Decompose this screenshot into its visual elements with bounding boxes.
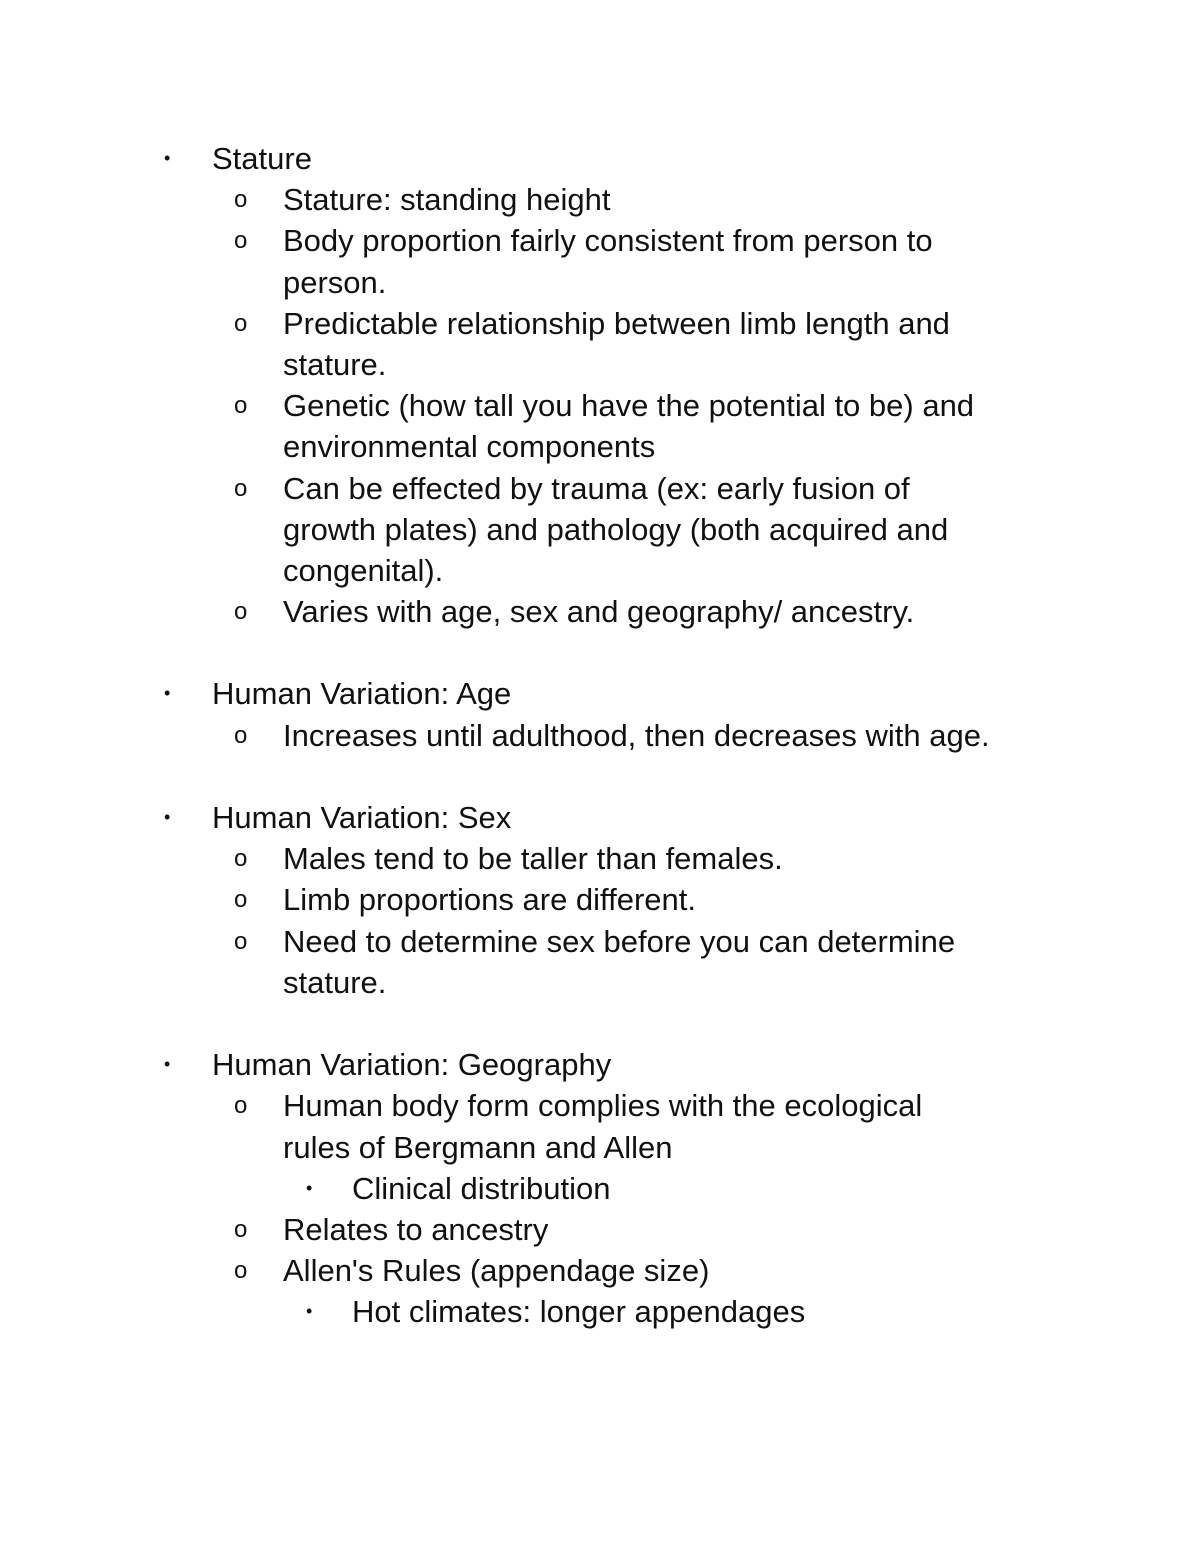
list-item-text: rules of Bergmann and Allen <box>283 1129 673 1165</box>
circle-bullet-icon: o <box>234 1215 248 1243</box>
circle-bullet-icon: o <box>234 309 248 337</box>
list-item-text: Body proportion fairly consistent from person to <box>283 223 933 259</box>
list-item-text: Human Variation: Age <box>212 676 512 712</box>
list-item-level-3 <box>0 1291 1200 1332</box>
list-item-text: Limb proportions are different. <box>283 882 696 918</box>
list-item-text: Hot climates: longer appendages <box>352 1294 806 1330</box>
list-item-text: Stature <box>212 141 312 176</box>
circle-bullet-icon: o <box>234 886 248 914</box>
circle-bullet-icon: o <box>234 1092 248 1120</box>
dot-bullet-icon: • <box>164 807 171 827</box>
list-item-text: Varies with age, sex and geography/ ancestry. <box>283 594 915 630</box>
list-item-text: stature. <box>283 346 387 382</box>
list-item-level-2 <box>0 879 1200 920</box>
list-item-text: Human body form complies with the ecological <box>283 1088 923 1124</box>
list-item-text: Need to determine sex before you can determine <box>283 923 956 959</box>
circle-bullet-icon: o <box>234 721 248 749</box>
list-item-level-2 <box>0 426 1200 467</box>
list-item-text: Predictable relationship between limb length and <box>283 305 950 341</box>
list-item-level-2 <box>0 550 1200 591</box>
circle-bullet-icon: o <box>234 227 248 255</box>
dot-bullet-icon: • <box>164 148 171 168</box>
list-item-text: Clinical distribution <box>352 1170 611 1206</box>
list-item-level-2 <box>0 509 1200 550</box>
list-item-level-2 <box>0 179 1200 220</box>
list-item-level-1 <box>0 1044 1200 1085</box>
list-item-level-2 <box>0 591 1200 632</box>
list-item-level-2 <box>0 921 1200 962</box>
circle-bullet-icon: o <box>234 392 248 420</box>
list-item-level-2 <box>0 962 1200 1003</box>
dot-bullet-icon: • <box>164 683 171 704</box>
list-item-level-2 <box>0 220 1200 261</box>
circle-bullet-icon: o <box>234 1257 248 1285</box>
list-item-level-3 <box>0 1168 1200 1209</box>
list-item-text: Males tend to be taller than females. <box>283 841 783 877</box>
blank-line <box>0 756 1200 797</box>
list-item-text: Can be effected by trauma (ex: early fusion of <box>283 470 910 506</box>
list-item-level-2 <box>0 344 1200 385</box>
blank-line <box>0 632 1200 673</box>
list-item-text: Allen's Rules (appendage size) <box>283 1253 710 1289</box>
list-item-text: growth plates) and pathology (both acquired and <box>283 511 949 547</box>
list-item-level-1 <box>0 673 1200 714</box>
list-item-text: Stature: standing height <box>283 182 611 218</box>
list-item-level-2 <box>0 838 1200 879</box>
list-item-level-2 <box>0 1127 1200 1168</box>
list-item-text: Human Variation: Sex <box>212 800 512 835</box>
list-item-level-2 <box>0 385 1200 426</box>
dot-bullet-icon: • <box>306 1301 313 1322</box>
blank-line <box>0 1003 1200 1044</box>
list-item-text: person. <box>283 264 387 300</box>
list-item-level-2 <box>0 1209 1200 1250</box>
document-body <box>0 138 1200 1332</box>
circle-bullet-icon: o <box>234 186 248 214</box>
list-item-text: Human Variation: Geography <box>212 1047 612 1083</box>
dot-bullet-icon: • <box>306 1177 313 1198</box>
list-item-level-2 <box>0 468 1200 509</box>
list-item-level-1 <box>0 138 1200 179</box>
list-item-level-2 <box>0 1250 1200 1291</box>
list-item-level-2 <box>0 715 1200 756</box>
list-item-text: congenital). <box>283 552 444 588</box>
list-item-level-2 <box>0 1085 1200 1126</box>
list-item-text: Genetic (how tall you have the potential to be) and <box>283 388 975 424</box>
list-item-level-2 <box>0 303 1200 344</box>
list-item-text: stature. <box>283 964 387 1000</box>
dot-bullet-icon: • <box>164 1054 171 1075</box>
list-item-level-1 <box>0 797 1200 838</box>
circle-bullet-icon: o <box>234 845 248 873</box>
list-item-text: Relates to ancestry <box>283 1211 549 1247</box>
circle-bullet-icon: o <box>234 598 248 626</box>
list-item-text: environmental components <box>283 429 656 465</box>
list-item-level-2 <box>0 262 1200 303</box>
circle-bullet-icon: o <box>234 927 248 955</box>
circle-bullet-icon: o <box>234 474 248 502</box>
list-item-text: Increases until adulthood, then decreases with age. <box>283 717 990 753</box>
